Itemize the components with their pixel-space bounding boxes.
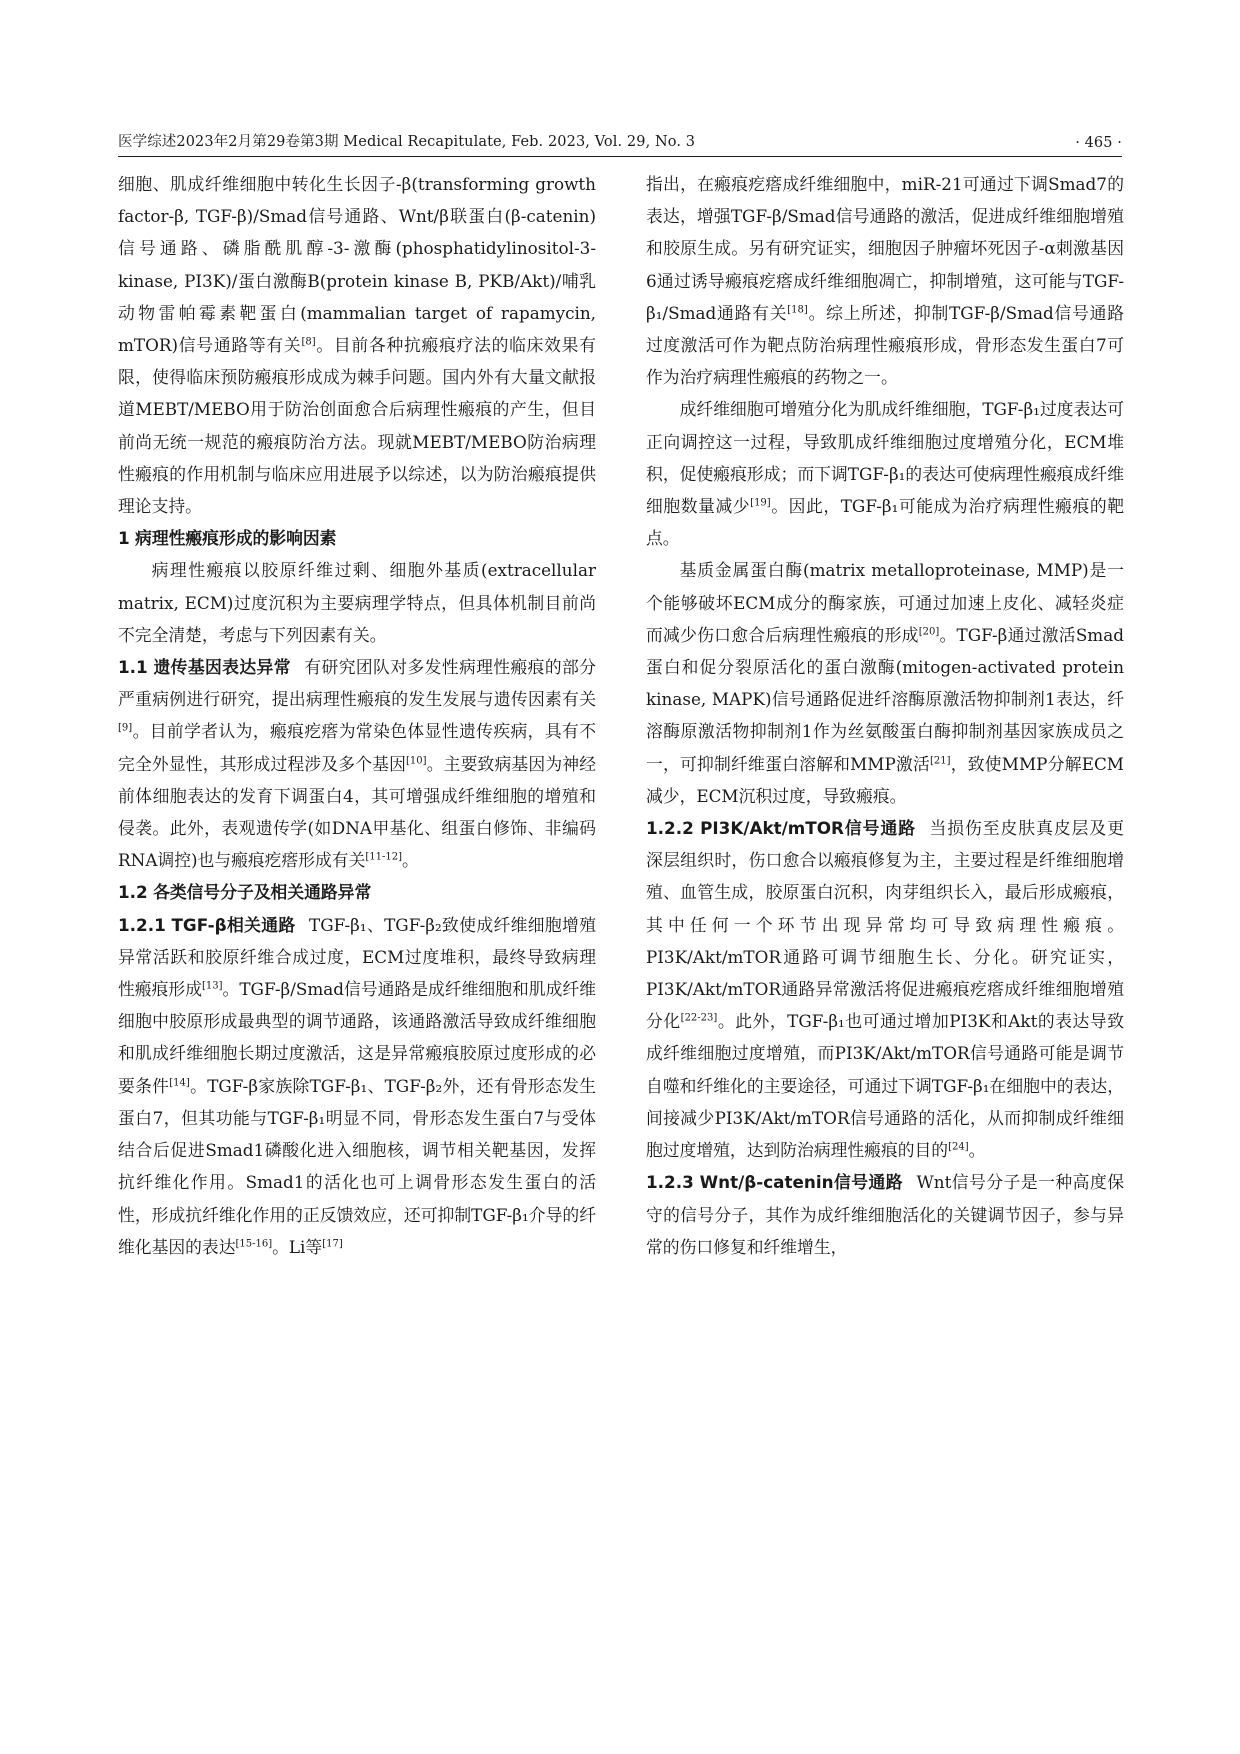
subsection-number: 1.1 — [118, 657, 148, 678]
citation-ref: [15-16] — [235, 1238, 273, 1250]
subsection-title: 遗传基因表达异常 — [153, 657, 291, 678]
subsection-number: 1.2.2 — [646, 818, 694, 839]
subsection-number: 1.2.3 — [646, 1172, 694, 1193]
citation-ref: [13] — [202, 980, 223, 992]
paragraph-1-1: 1.1 遗传基因表达异常 有研究团队对多发性病理性瘢痕的部分严重病例进行研究，提出病理性瘢痕的发生发展与遗传因素有关[9]。目前学者认为，瘢痕疙瘩为常染色体显性遗传疾病，具有不完全外显性，其形成过程涉及多个基因[10]。主要致病基因为神经前体细胞表达的发育下调蛋白4，其可增强成纤维细胞的增殖和侵袭。此外，表观遗传学(如DNA甲基化、组蛋白修饰、非编码RNA调控)也与瘢痕疙瘩形成有关[11-12]。 — [118, 657, 596, 871]
paragraph-1-2-3: 1.2.3 Wnt/β-catenin信号通路 Wnt信号分子是一种高度保守的信号分子，其作为成纤维细胞活化的关键调节因子，参与异常的伤口修复和纤维增生， — [646, 1172, 1124, 1257]
citation-ref: [14] — [169, 1077, 190, 1089]
subsection-heading-1-2: 1.2 各类信号分子及相关通路异常 — [118, 882, 372, 903]
header-rule — [118, 156, 1122, 157]
subsection-number: 1.2.1 — [118, 914, 166, 935]
subsection-title: Wnt/β-catenin信号通路 — [699, 1172, 904, 1193]
citation-ref: [24] — [948, 1141, 969, 1153]
citation-ref: [21] — [930, 755, 951, 767]
citation-ref: [10] — [406, 755, 427, 767]
paragraph-tgf-continued: 指出，在瘢痕疙瘩成纤维细胞中，miR-21可通过下调Smad7的表达，增强TGF-β/Smad信号通路的激活，促进成纤维细胞增殖和胶原生成。另有研究证实，细胞因子肿瘤坏死因子-α刺激基因6通过诱导瘢痕疙瘩成纤维细胞凋亡，抑制增殖，这可能与TGF-β₁/Smad通路有关[18]。综上所述，抑制TGF-β/Smad信号通路过度激活可作为靶点防治病理性瘢痕形成，骨形态发生蛋白7可作为治疗病理性瘢痕的药物之一。 — [646, 174, 1124, 388]
citation-ref: [22-23] — [680, 1012, 718, 1024]
journal-citation: 医学综述2023年2月第29卷第3期 Medical Recapitulate, Feb. 2023, Vol. 29, No. 3 — [118, 134, 696, 150]
paragraph-fibroblast: 成纤维细胞可增殖分化为肌成纤维细胞，TGF-β₁过度表达可正向调控这一过程，导致肌成纤维细胞过度增殖分化，ECM堆积，促使瘢痕形成；而下调TGF-β₁的表达可使病理性瘢痕成纤维细胞数量减少[19]。因此，TGF-β₁可能成为治疗病理性瘢痕的靶点。 — [646, 399, 1124, 549]
paragraph-section-1: 病理性瘢痕以胶原纤维过剩、细胞外基质(extracellular matrix, ECM)过度沉积为主要病理学特点，但具体机制目前尚不完全清楚，考虑与下列因素有关。 — [118, 560, 596, 645]
running-header — [118, 130, 1122, 151]
citation-ref: [18] — [787, 304, 808, 316]
paragraph-1-2-2: 1.2.2 PI3K/Akt/mTOR信号通路 当损伤至皮肤真皮层及更深层组织时，伤口愈合以瘢痕修复为主，主要过程是纤维细胞增殖、血管生成，胶原蛋白沉积，肉芽组织长入，最后形成瘢痕，其中任何一个环节出现异常均可导致病理性瘢痕。PI3K/Akt/mTOR通路可调节细胞生长、分化。研究证实，PI3K/Akt/mTOR通路异常激活将促进瘢痕疙瘩成纤维细胞增殖分化[22-23]。此外，TGF-β₁也可通过增加PI3K和Akt的表达导致成纤维细胞过度增殖，而PI3K/Akt/mTOR信号通路可能是调节自噬和纤维化的主要途径，可通过下调TGF-β₁在细胞中的表达，间接减少PI3K/Akt/mTOR信号通路的活化，从而抑制成纤维细胞过度增殖，达到防治病理性瘢痕的目的[24]。 — [646, 818, 1124, 1161]
section-heading-1: 1 病理性瘢痕形成的影响因素 — [118, 528, 337, 549]
citation-ref: [20] — [918, 626, 940, 638]
subsection-title: PI3K/Akt/mTOR信号通路 — [700, 818, 916, 839]
citation-ref: [11-12] — [365, 851, 403, 863]
right-column — [646, 168, 1124, 1668]
paragraph-mmp: 基质金属蛋白酶(matrix metalloproteinase, MMP)是一个能够破坏ECM成分的酶家族，可通过加速上皮化、减轻炎症而减少伤口愈合后病理性瘢痕的形成[20]。TGF-β通过激活Smad蛋白和促分裂原活化的蛋白激酶(mitogen-activated protein kinase, MAPK)信号通路促进纤溶酶原激活物抑制剂1表达，纤溶酶原激活物抑制剂1作为丝氨酸蛋白酶抑制剂基因家族成员之一，可抑制纤维蛋白溶解和MMP激活[21]，致使MMP分解ECM减少，ECM沉积过度，导致瘢痕。 — [646, 560, 1124, 806]
citation-ref: [19] — [750, 497, 771, 509]
citation-ref: [9] — [118, 722, 133, 734]
paragraph-1-2-1: 1.2.1 TGF-β相关通路 TGF-β₁、TGF-β₂致使成纤维细胞增殖异常活跃和胶原纤维合成过度，ECM过度堆积，最终导致病理性瘢痕形成[13]。TGF-β/Smad信号通路是成纤维细胞和肌成纤维细胞中胶原形成最典型的调节通路，该通路激活导致成纤维细胞和肌成纤维细胞长期过度激活，这是异常瘢痕胶原过度形成的必要条件[14]。TGF-β家族除TGF-β₁、TGF-β₂外，还有骨形态发生蛋白7，但其功能与TGF-β₁明显不同，骨形态发生蛋白7与受体结合后促进Smad1磷酸化进入细胞核，调节相关靶基因，发挥抗纤维化作用。Smad1的活化也可上调骨形态发生蛋白的活性，形成抗纤维化作用的正反馈效应，还可抑制TGF-β₁介导的纤维化基因的表达[15-16]。Li等[17] — [118, 914, 596, 1257]
citation-ref: [8] — [301, 336, 316, 348]
citation-ref: [17] — [322, 1238, 343, 1250]
paragraph-intro-continued: 细胞、肌成纤维细胞中转化生长因子-β(transforming growth factor-β, TGF-β)/Smad信号通路、Wnt/β联蛋白(β-catenin)信号通路、磷脂酰肌醇-3-激酶(phosphatidylinositol-3-kinase, PI3K)/蛋白激酶B(protein kinase B, PKB/Akt)/哺乳动物雷帕霉素靶蛋白(mammalian target of rapamycin, mTOR)信号通路等有关[8]。目前各种抗瘢痕疗法的临床效果有限，使得临床预防瘢痕形成成为棘手问题。国内外有大量文献报道MEBT/MEBO用于防治创面愈合后病理性瘢痕的产生，但目前尚无统一规范的瘢痕防治方法。现就MEBT/MEBO防治病理性瘢痕的作用机制与临床应用进展予以综述，以为防治瘢痕提供理论支持。 — [118, 174, 596, 517]
page-number: · 465 · — [1075, 135, 1122, 151]
subsection-title: TGF-β相关通路 — [171, 914, 296, 935]
left-column — [118, 168, 596, 1668]
